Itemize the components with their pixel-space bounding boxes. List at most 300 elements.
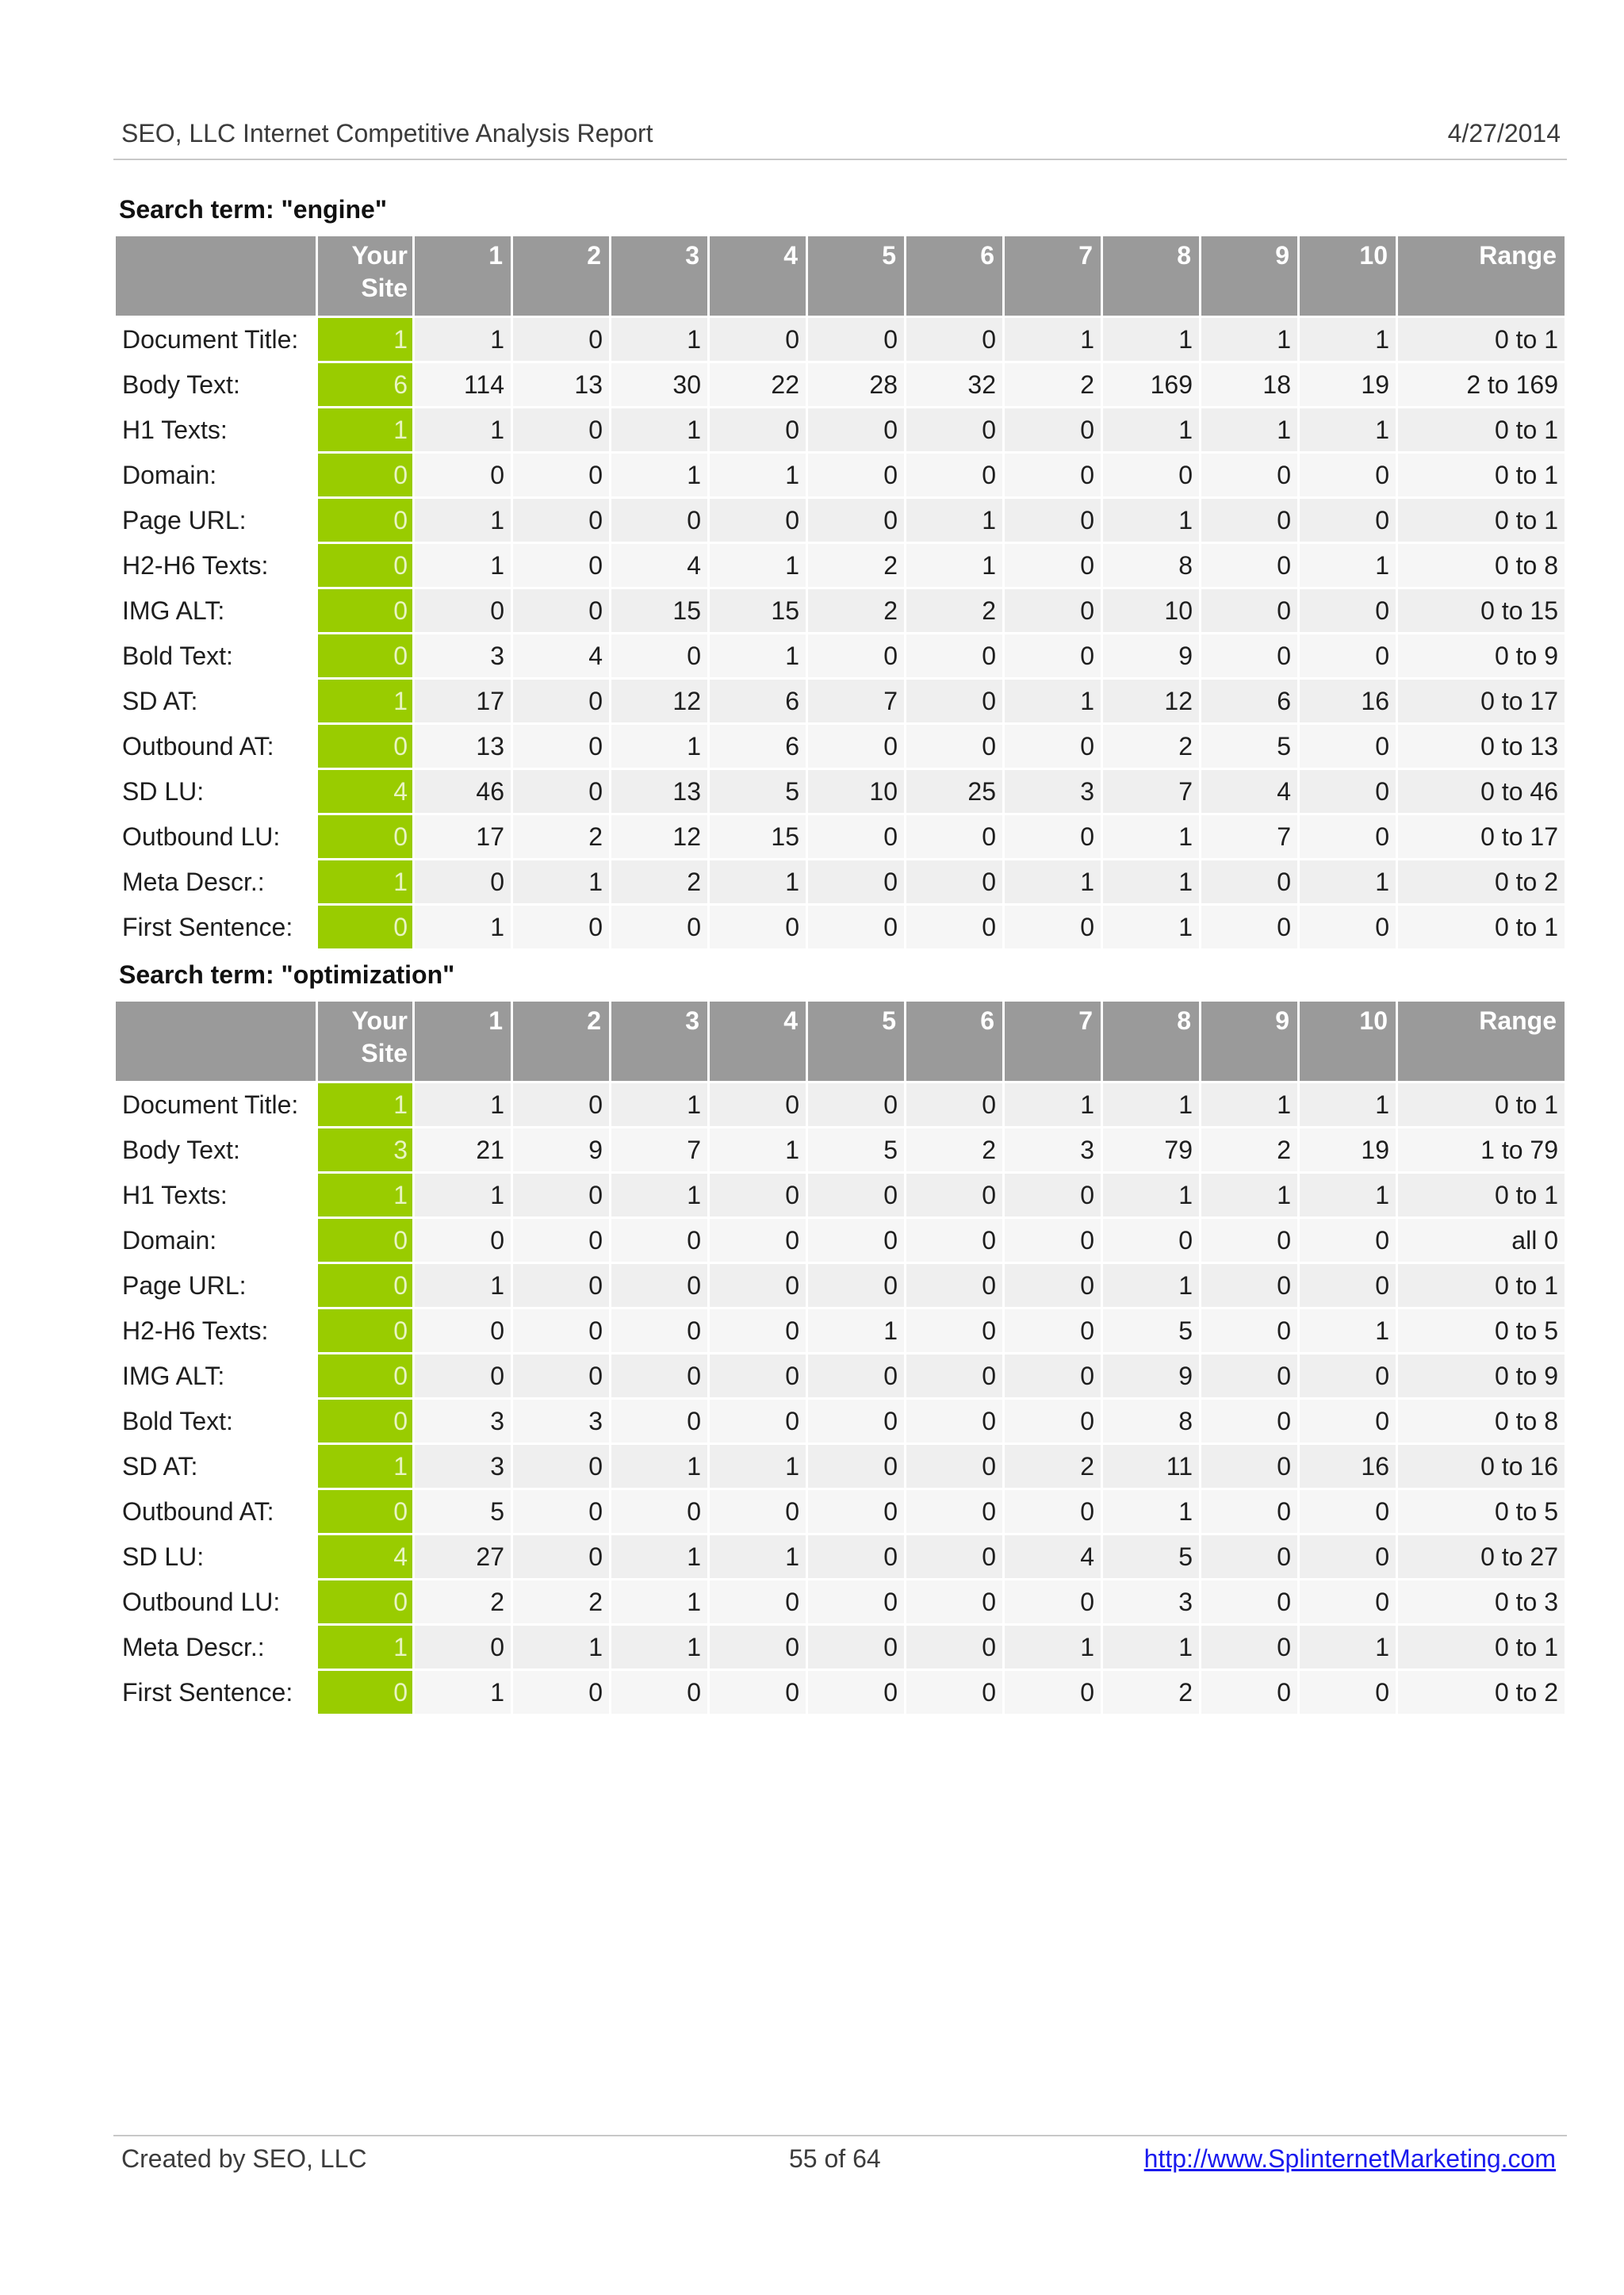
competitor-value: 0 (710, 1083, 806, 1128)
competitor-value: 0 (1005, 454, 1101, 499)
report-date: 4/27/2014 (1447, 119, 1561, 148)
competitor-value: 0 (513, 1490, 609, 1535)
competitor-value: 0 (513, 1445, 609, 1490)
row-label: Page URL: (116, 1264, 316, 1309)
competitor-value: 0 (513, 1083, 609, 1128)
competitor-value: 1 (1103, 860, 1199, 906)
table-row (116, 1083, 1565, 1128)
competitor-value: 0 (415, 1309, 511, 1354)
column-header: 4 (710, 1002, 806, 1083)
competitor-value: 1 (710, 544, 806, 589)
competitor-value: 3 (415, 1445, 511, 1490)
competitor-value: 16 (1300, 1445, 1396, 1490)
competitor-value: 0 (1201, 1535, 1297, 1580)
competitor-value: 2 (415, 1580, 511, 1626)
your-site-value: 3 (318, 1128, 412, 1174)
competitor-value: 11 (1103, 1445, 1199, 1490)
competitor-value: 0 (1005, 408, 1101, 454)
competitor-value: 0 (808, 499, 904, 544)
competitor-value: 0 (710, 1400, 806, 1445)
your-site-value: 0 (318, 1580, 412, 1626)
competitor-value: 2 (1005, 363, 1101, 408)
competitor-value: 5 (1103, 1535, 1199, 1580)
competitor-value: 0 (1300, 1400, 1396, 1445)
competitor-value: 1 (1005, 1626, 1101, 1671)
competitor-value: 0 (710, 1580, 806, 1626)
competitor-value: 1 (1103, 1626, 1199, 1671)
competitor-value: 9 (513, 1128, 609, 1174)
table-row (116, 680, 1565, 725)
competitor-value: 0 (808, 860, 904, 906)
competitor-value: 30 (611, 363, 707, 408)
competitor-value: 13 (415, 725, 511, 770)
page-header (113, 117, 1567, 160)
row-label: Document Title: (116, 318, 316, 363)
range-value: 0 to 16 (1398, 1445, 1565, 1490)
table-header-row (116, 1002, 1565, 1083)
competitor-value: 1 (1300, 544, 1396, 589)
competitor-value: 0 (513, 499, 609, 544)
row-label: Outbound AT: (116, 725, 316, 770)
competitor-value: 1 (415, 408, 511, 454)
competitor-value: 1 (1103, 318, 1199, 363)
competitor-value: 0 (513, 906, 609, 951)
competitor-value: 1 (1300, 318, 1396, 363)
table-row (116, 634, 1565, 680)
competitor-value: 0 (1201, 1219, 1297, 1264)
row-label: SD AT: (116, 1445, 316, 1490)
competitor-value: 0 (1005, 1174, 1101, 1219)
competitor-value: 0 (906, 1400, 1002, 1445)
competitor-value: 1 (611, 1083, 707, 1128)
competitor-value: 8 (1103, 544, 1199, 589)
competitor-value: 0 (611, 906, 707, 951)
competitor-value: 0 (906, 1219, 1002, 1264)
competitor-value: 0 (1300, 1671, 1396, 1716)
table-row (116, 906, 1565, 951)
competitor-value: 0 (710, 1626, 806, 1671)
your-site-value: 0 (318, 1309, 412, 1354)
competitor-value: 6 (1201, 680, 1297, 725)
competitor-value: 0 (808, 1219, 904, 1264)
competitor-value: 0 (808, 408, 904, 454)
competitor-value: 0 (906, 1354, 1002, 1400)
row-label: IMG ALT: (116, 589, 316, 634)
competitor-value: 1 (513, 860, 609, 906)
table-body (116, 1083, 1565, 1716)
competitor-value: 0 (906, 1445, 1002, 1490)
competitor-value: 0 (1005, 1580, 1101, 1626)
competitor-value: 0 (906, 680, 1002, 725)
competitor-value: 0 (906, 408, 1002, 454)
competitor-value: 0 (1005, 1354, 1101, 1400)
competitor-value: 0 (1005, 1264, 1101, 1309)
competitor-value: 0 (906, 1671, 1002, 1716)
competitor-value: 0 (415, 1219, 511, 1264)
competitor-value: 1 (1005, 860, 1101, 906)
competitor-value: 1 (611, 1445, 707, 1490)
competitor-value: 0 (1300, 1490, 1396, 1535)
row-label: H2-H6 Texts: (116, 544, 316, 589)
table-row (116, 1490, 1565, 1535)
row-label: Body Text: (116, 363, 316, 408)
competitor-value: 2 (1103, 725, 1199, 770)
competitor-value: 0 (906, 1309, 1002, 1354)
range-value: 0 to 1 (1398, 408, 1565, 454)
competitor-value: 0 (906, 860, 1002, 906)
competitor-value: 15 (611, 589, 707, 634)
competitor-value: 0 (808, 1535, 904, 1580)
competitor-value: 0 (513, 1174, 609, 1219)
table-row (116, 454, 1565, 499)
competitor-value: 10 (808, 770, 904, 815)
competitor-value: 27 (415, 1535, 511, 1580)
column-header: 2 (513, 236, 609, 318)
competitor-value: 4 (513, 634, 609, 680)
competitor-value: 1 (611, 1535, 707, 1580)
range-value: 1 to 79 (1398, 1128, 1565, 1174)
competitor-value: 0 (1005, 1671, 1101, 1716)
row-label: Bold Text: (116, 634, 316, 680)
competitor-value: 0 (513, 318, 609, 363)
competitor-value: 1 (1300, 860, 1396, 906)
competitor-value: 1 (513, 1626, 609, 1671)
competitor-value: 0 (513, 1354, 609, 1400)
competitor-value: 0 (513, 770, 609, 815)
competitor-value: 0 (513, 408, 609, 454)
competitor-value: 0 (1005, 906, 1101, 951)
competitor-value: 0 (906, 1535, 1002, 1580)
row-label: Meta Descr.: (116, 1626, 316, 1671)
competitor-value: 0 (1201, 544, 1297, 589)
competitor-value: 2 (1201, 1128, 1297, 1174)
competitor-value: 12 (1103, 680, 1199, 725)
table-row (116, 1354, 1565, 1400)
competitor-value: 0 (808, 725, 904, 770)
row-label: H1 Texts: (116, 408, 316, 454)
competitor-value: 28 (808, 363, 904, 408)
competitor-value: 0 (710, 1671, 806, 1716)
table-row (116, 499, 1565, 544)
metrics-table-optimization (113, 1002, 1567, 1716)
competitor-value: 0 (611, 1490, 707, 1535)
competitor-value: 1 (1103, 1264, 1199, 1309)
range-value: 0 to 46 (1398, 770, 1565, 815)
competitor-value: 1 (415, 318, 511, 363)
footer-creator: Created by SEO, LLC (121, 2144, 367, 2173)
competitor-value: 0 (710, 1264, 806, 1309)
column-header: 3 (611, 1002, 707, 1083)
competitor-value: 0 (906, 634, 1002, 680)
header-corner-cell (116, 236, 316, 318)
column-header: 4 (710, 236, 806, 318)
competitor-value: 3 (1005, 1128, 1101, 1174)
range-value: 0 to 1 (1398, 1264, 1565, 1309)
competitor-value: 0 (1005, 544, 1101, 589)
column-header: 2 (513, 1002, 609, 1083)
competitor-value: 2 (513, 1580, 609, 1626)
competitor-value: 10 (1103, 589, 1199, 634)
competitor-value: 1 (611, 1580, 707, 1626)
competitor-value: 0 (906, 1580, 1002, 1626)
competitor-value: 7 (1103, 770, 1199, 815)
competitor-value: 0 (808, 1671, 904, 1716)
column-header: 8 (1103, 1002, 1199, 1083)
competitor-value: 1 (1103, 1083, 1199, 1128)
competitor-value: 0 (906, 1264, 1002, 1309)
your-site-value: 0 (318, 589, 412, 634)
competitor-value: 0 (1201, 1580, 1297, 1626)
competitor-value: 0 (1201, 634, 1297, 680)
competitor-value: 2 (611, 860, 707, 906)
header-corner-cell (116, 1002, 316, 1083)
competitor-value: 18 (1201, 363, 1297, 408)
competitor-value: 0 (513, 1535, 609, 1580)
competitor-value: 0 (1300, 454, 1396, 499)
competitor-value: 2 (1103, 1671, 1199, 1716)
competitor-value: 0 (906, 815, 1002, 860)
competitor-value: 7 (808, 680, 904, 725)
row-label: H1 Texts: (116, 1174, 316, 1219)
competitor-value: 0 (1005, 499, 1101, 544)
column-header: 7 (1005, 236, 1101, 318)
competitor-value: 0 (1300, 589, 1396, 634)
competitor-value: 1 (415, 544, 511, 589)
your-site-value: 4 (318, 1535, 412, 1580)
competitor-value: 0 (513, 1671, 609, 1716)
row-label: First Sentence: (116, 1671, 316, 1716)
column-header: Range (1398, 1002, 1565, 1083)
column-header: 10 (1300, 1002, 1396, 1083)
competitor-value: 0 (513, 725, 609, 770)
table-row (116, 815, 1565, 860)
competitor-value: 169 (1103, 363, 1199, 408)
competitor-value: 0 (808, 1264, 904, 1309)
competitor-value: 0 (710, 1174, 806, 1219)
range-value: 2 to 169 (1398, 363, 1565, 408)
competitor-value: 0 (1201, 499, 1297, 544)
competitor-value: 0 (1300, 906, 1396, 951)
your-site-value: 0 (318, 1219, 412, 1264)
table-row (116, 1626, 1565, 1671)
competitor-value: 0 (611, 1400, 707, 1445)
competitor-value: 2 (808, 544, 904, 589)
competitor-value: 17 (415, 815, 511, 860)
competitor-value: 1 (1103, 1490, 1199, 1535)
your-site-value: 1 (318, 860, 412, 906)
competitor-value: 0 (906, 318, 1002, 363)
competitor-value: 1 (710, 454, 806, 499)
table-row (116, 1174, 1565, 1219)
competitor-value: 0 (1201, 1445, 1297, 1490)
competitor-value: 1 (1103, 906, 1199, 951)
competitor-value: 1 (710, 1445, 806, 1490)
column-header: 6 (906, 1002, 1002, 1083)
competitor-value: 2 (906, 1128, 1002, 1174)
competitor-value: 0 (808, 1490, 904, 1535)
competitor-value: 0 (1005, 1309, 1101, 1354)
competitor-value: 1 (906, 544, 1002, 589)
competitor-value: 17 (415, 680, 511, 725)
row-label: Page URL: (116, 499, 316, 544)
competitor-value: 0 (710, 1490, 806, 1535)
competitor-value: 0 (1201, 1264, 1297, 1309)
row-label: Bold Text: (116, 1400, 316, 1445)
competitor-value: 0 (1300, 770, 1396, 815)
your-site-value: 0 (318, 1354, 412, 1400)
table-body (116, 318, 1565, 951)
column-header: 10 (1300, 236, 1396, 318)
row-label: IMG ALT: (116, 1354, 316, 1400)
competitor-value: 0 (611, 1354, 707, 1400)
competitor-value: 0 (1201, 906, 1297, 951)
range-value: 0 to 8 (1398, 544, 1565, 589)
competitor-value: 12 (611, 815, 707, 860)
competitor-value: 1 (415, 1174, 511, 1219)
your-site-value: 0 (318, 906, 412, 951)
footer-website-link[interactable]: http://www.SplinternetMarketing.com (1143, 2144, 1556, 2173)
your-site-value: 0 (318, 634, 412, 680)
range-value: 0 to 17 (1398, 815, 1565, 860)
competitor-value: 0 (710, 408, 806, 454)
table-row (116, 1309, 1565, 1354)
table-row (116, 725, 1565, 770)
competitor-value: 0 (808, 1445, 904, 1490)
competitor-value: 0 (611, 634, 707, 680)
column-header: 1 (415, 236, 511, 318)
competitor-value: 0 (1300, 1354, 1396, 1400)
competitor-value: 1 (1300, 1083, 1396, 1128)
competitor-value: 1 (710, 1128, 806, 1174)
row-label: Domain: (116, 1219, 316, 1264)
range-value: 0 to 27 (1398, 1535, 1565, 1580)
competitor-value: 1 (1103, 408, 1199, 454)
range-value: all 0 (1398, 1219, 1565, 1264)
competitor-value: 25 (906, 770, 1002, 815)
competitor-value: 5 (415, 1490, 511, 1535)
competitor-value: 0 (906, 454, 1002, 499)
your-site-value: 6 (318, 363, 412, 408)
competitor-value: 21 (415, 1128, 511, 1174)
competitor-value: 0 (1005, 1490, 1101, 1535)
your-site-value: 0 (318, 1264, 412, 1309)
table-row (116, 1128, 1565, 1174)
competitor-value: 1 (1201, 1083, 1297, 1128)
competitor-value: 0 (513, 680, 609, 725)
column-header: 6 (906, 236, 1002, 318)
competitor-value: 0 (808, 318, 904, 363)
competitor-value: 0 (1300, 725, 1396, 770)
your-site-value: 0 (318, 1671, 412, 1716)
your-site-value: 0 (318, 725, 412, 770)
competitor-value: 0 (710, 318, 806, 363)
competitor-value: 0 (1201, 589, 1297, 634)
range-value: 0 to 9 (1398, 634, 1565, 680)
row-label: Body Text: (116, 1128, 316, 1174)
competitor-value: 0 (808, 815, 904, 860)
row-label: Domain: (116, 454, 316, 499)
competitor-value: 0 (1201, 1400, 1297, 1445)
competitor-value: 15 (710, 815, 806, 860)
competitor-value: 0 (1300, 499, 1396, 544)
report-title: SEO, LLC Internet Competitive Analysis Report (121, 119, 653, 148)
table-row (116, 1264, 1565, 1309)
competitor-value: 1 (1005, 318, 1101, 363)
competitor-value: 0 (1300, 815, 1396, 860)
competitor-value: 0 (415, 1626, 511, 1671)
page-footer (113, 2135, 1567, 2192)
competitor-value: 0 (808, 906, 904, 951)
your-site-value: 1 (318, 1083, 412, 1128)
competitor-value: 1 (611, 454, 707, 499)
competitor-value: 0 (1201, 1626, 1297, 1671)
competitor-value: 0 (906, 906, 1002, 951)
range-value: 0 to 13 (1398, 725, 1565, 770)
range-value: 0 to 1 (1398, 1083, 1565, 1128)
competitor-value: 0 (1103, 454, 1199, 499)
competitor-value: 1 (1300, 1174, 1396, 1219)
competitor-value: 13 (513, 363, 609, 408)
competitor-value: 0 (1300, 634, 1396, 680)
competitor-value: 0 (906, 1083, 1002, 1128)
your-site-value: 0 (318, 544, 412, 589)
competitor-value: 1 (1005, 680, 1101, 725)
competitor-value: 0 (1300, 1535, 1396, 1580)
competitor-value: 1 (1300, 1309, 1396, 1354)
competitor-value: 0 (1005, 1219, 1101, 1264)
column-header: Range (1398, 236, 1565, 318)
column-header: Your Site (318, 1002, 412, 1083)
row-label: SD LU: (116, 770, 316, 815)
competitor-value: 0 (1005, 725, 1101, 770)
table-row (116, 363, 1565, 408)
range-value: 0 to 1 (1398, 1174, 1565, 1219)
range-value: 0 to 9 (1398, 1354, 1565, 1400)
competitor-value: 0 (611, 1264, 707, 1309)
competitor-value: 1 (808, 1309, 904, 1354)
competitor-value: 15 (710, 589, 806, 634)
competitor-value: 0 (808, 1174, 904, 1219)
competitor-value: 3 (415, 634, 511, 680)
competitor-value: 4 (1201, 770, 1297, 815)
competitor-value: 0 (906, 1174, 1002, 1219)
competitor-value: 9 (1103, 1354, 1199, 1400)
competitor-value: 0 (611, 499, 707, 544)
column-header: 7 (1005, 1002, 1101, 1083)
competitor-value: 0 (513, 1264, 609, 1309)
competitor-value: 0 (808, 454, 904, 499)
competitor-value: 0 (906, 1626, 1002, 1671)
competitor-value: 3 (1005, 770, 1101, 815)
competitor-value: 8 (1103, 1400, 1199, 1445)
table-row (116, 408, 1565, 454)
competitor-value: 0 (415, 860, 511, 906)
column-header: 9 (1201, 1002, 1297, 1083)
competitor-value: 0 (808, 634, 904, 680)
competitor-value: 3 (1103, 1580, 1199, 1626)
competitor-value: 0 (513, 544, 609, 589)
competitor-value: 0 (611, 1671, 707, 1716)
table-row (116, 1580, 1565, 1626)
competitor-value: 1 (710, 634, 806, 680)
competitor-value: 16 (1300, 680, 1396, 725)
competitor-value: 0 (1201, 1671, 1297, 1716)
competitor-value: 1 (906, 499, 1002, 544)
table-row (116, 1535, 1565, 1580)
section-title-optimization: Search term: "optimization" (119, 960, 455, 989)
your-site-value: 1 (318, 408, 412, 454)
section-title-engine: Search term: "engine" (119, 195, 387, 224)
